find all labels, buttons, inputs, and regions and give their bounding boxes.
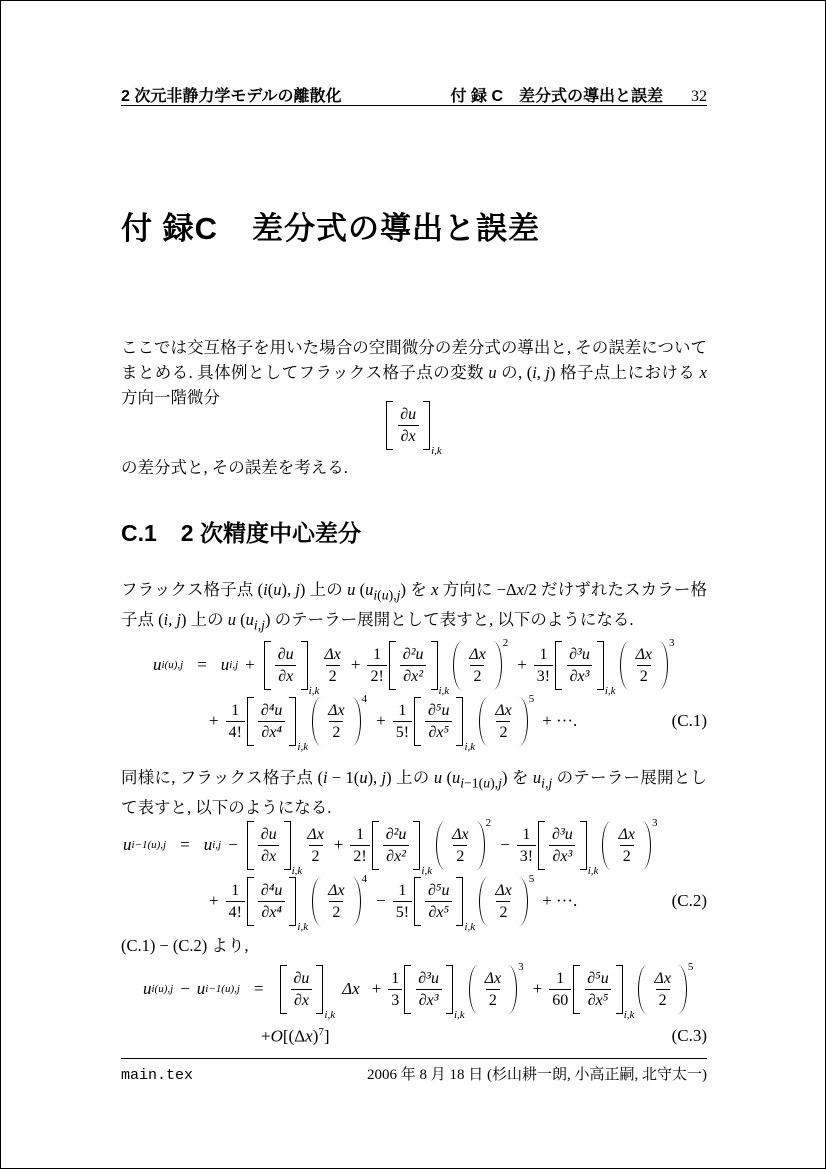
footer-filename: main.tex xyxy=(121,1067,194,1084)
math-exponent: 2 xyxy=(502,636,509,649)
paren-power xyxy=(312,872,368,926)
paren-power xyxy=(620,636,675,690)
equation-tag-c1: (C.1) xyxy=(671,711,707,730)
math-numerator: 1 xyxy=(391,969,400,987)
math-denominator: ∂x² xyxy=(400,665,426,687)
paren-power xyxy=(602,816,658,870)
math-denominator: 2 xyxy=(620,845,634,867)
math-subscript: i,k xyxy=(464,920,476,933)
paren-power xyxy=(436,816,492,870)
header-rule xyxy=(121,105,707,106)
left-paren xyxy=(312,697,321,746)
math-subscript: i,k xyxy=(297,740,309,753)
math-numerator: ∂⁴u xyxy=(260,701,283,719)
plus-sign: + xyxy=(245,655,255,674)
math-numerator: ∂³u xyxy=(552,825,573,843)
taylor-paragraph-1: フラックス格子点 (i(u), j) 上の u $(u_{i(u),j})$ を x 方向に −Δx/2 だけずれたスカラー格子点 (i, j) 上の u $(u_{i,j})$ のテーラー展開として表すと, 以下のようになる. xyxy=(121,580,707,633)
equation-tag-c2: (C.2) xyxy=(671,891,707,910)
math-denominator: 2 xyxy=(496,901,510,923)
math-denominator: ∂x⁴ xyxy=(258,901,285,923)
equals-sign: = xyxy=(197,655,207,674)
chapter-heading xyxy=(121,203,540,248)
math-subscript: i,k xyxy=(421,864,433,877)
section-title: 2 次精度中心差分 xyxy=(180,520,361,546)
math-fraction xyxy=(393,700,412,743)
math-numerator: Δx xyxy=(307,825,324,843)
math-denominator: 3! xyxy=(517,845,536,867)
ellipsis: + ···. xyxy=(542,891,578,910)
equation-c2 xyxy=(121,816,707,933)
paren-power xyxy=(469,960,524,1014)
equation-c1-line1 xyxy=(121,636,707,697)
math-exponent: 5 xyxy=(528,692,535,705)
math-denominator: ∂x⁵ xyxy=(425,721,452,743)
bracketed-derivative xyxy=(414,877,476,933)
equation-c1 xyxy=(121,636,707,753)
plus-sign: + xyxy=(517,655,527,674)
left-bracket xyxy=(555,641,562,690)
right-bracket xyxy=(597,641,604,690)
left-paren xyxy=(479,877,488,926)
header-running-title: 2 次元非静力学モデルの離散化 xyxy=(121,88,342,105)
ellipsis: + ···. xyxy=(542,711,578,730)
math-numerator: ∂u xyxy=(400,405,417,423)
math-denominator: 2 xyxy=(470,665,484,687)
math-denominator: 2 xyxy=(496,721,510,743)
math-numerator: Δx xyxy=(635,645,653,663)
right-paren xyxy=(352,697,361,746)
math-exponent: 3 xyxy=(518,960,524,973)
order-term: $+O[(\Delta x)^7]$ xyxy=(261,1025,330,1046)
math-subscript: i,k xyxy=(308,684,320,697)
section-heading xyxy=(121,515,361,548)
math-denominator: 4! xyxy=(226,721,245,743)
math-sub: i−1(u),j xyxy=(205,983,240,995)
math-denominator: 2 xyxy=(309,845,323,867)
right-bracket xyxy=(616,965,623,1014)
math-denominator: 2! xyxy=(367,665,386,687)
left-paren xyxy=(638,965,647,1014)
minus-sign: − xyxy=(500,835,510,854)
math-denominator: ∂x³ xyxy=(567,665,593,687)
math-numerator: 1 xyxy=(556,969,565,987)
math-numerator: ∂⁵u xyxy=(428,701,450,719)
math-numerator: 1 xyxy=(522,825,531,843)
section-number: C.1 xyxy=(121,520,157,546)
math-subscript: i,k xyxy=(324,1008,336,1021)
math-sub: i−1(u),j xyxy=(131,839,167,851)
right-paren xyxy=(519,877,528,926)
math-numerator: 1 xyxy=(356,825,365,843)
equation-c3-line1 xyxy=(121,960,707,1021)
right-bracket xyxy=(316,965,323,1014)
math-denominator: ∂x³ xyxy=(416,989,442,1011)
math-var: u xyxy=(123,835,132,854)
math-denominator: ∂x xyxy=(398,425,419,447)
bracketed-derivative xyxy=(414,697,476,753)
math-var: u xyxy=(220,655,230,674)
math-exponent: 4 xyxy=(361,692,368,705)
equation-c2-line1 xyxy=(121,816,707,877)
equation-tag-c3: (C.3) xyxy=(671,1026,707,1045)
math-subscript: i,k xyxy=(431,444,442,457)
math-fraction xyxy=(226,880,245,923)
right-paren xyxy=(678,965,687,1014)
math-denominator: 2 xyxy=(329,901,343,923)
right-bracket xyxy=(446,965,453,1014)
right-paren xyxy=(508,965,517,1014)
footer-rule xyxy=(121,1058,707,1059)
left-bracket xyxy=(573,965,580,1014)
equation-c3 xyxy=(121,961,707,1055)
math-numerator: 1 xyxy=(231,701,240,719)
math-fraction xyxy=(321,644,344,687)
math-denominator: ∂x⁵ xyxy=(585,989,612,1011)
left-bracket xyxy=(414,877,421,926)
math-subscript: i,k xyxy=(604,684,616,697)
math-numerator: ∂³u xyxy=(569,645,590,663)
left-paren xyxy=(312,877,321,926)
bracketed-derivative xyxy=(280,965,336,1021)
left-paren xyxy=(620,641,629,690)
paren-power xyxy=(638,960,694,1014)
bracketed-derivative xyxy=(389,641,450,697)
math-exponent: 5 xyxy=(528,872,535,885)
math-denominator: 2! xyxy=(350,845,369,867)
right-bracket xyxy=(413,821,420,870)
left-bracket xyxy=(247,697,254,746)
right-paren xyxy=(519,697,528,746)
taylor-paragraph-2: 同様に, フラックス格子点 (i − 1(u), j) 上の u $(u_{i-1(u),j})$ を $u_{i,j}$ のテーラー展開として表すと, 以下のようになる. xyxy=(121,768,707,818)
bracketed-derivative xyxy=(538,821,599,877)
math-subscript: i,k xyxy=(453,1008,465,1021)
math-denominator: 5! xyxy=(393,901,412,923)
math-numerator: Δx xyxy=(469,645,486,663)
left-paren xyxy=(453,641,462,690)
equation-c3-line2 xyxy=(121,1017,707,1055)
math-numerator: Δx xyxy=(618,825,635,843)
math-numerator: ∂³u xyxy=(418,969,439,987)
math-subscript: i,k xyxy=(297,920,309,933)
math-numerator: Δx xyxy=(452,825,469,843)
math-denominator: 2 xyxy=(453,845,467,867)
right-paren xyxy=(659,641,668,690)
math-exponent: 4 xyxy=(361,872,368,885)
math-denominator: 2 xyxy=(486,989,500,1011)
left-bracket xyxy=(247,877,254,926)
left-bracket xyxy=(414,697,421,746)
right-bracket xyxy=(431,641,438,690)
plus-sign: + xyxy=(350,655,361,674)
math-sub: i,j xyxy=(229,659,239,671)
math-denominator: ∂x xyxy=(275,665,296,687)
math-var: Δx xyxy=(342,979,360,998)
right-bracket xyxy=(301,641,308,690)
math-numerator: 1 xyxy=(539,645,548,663)
math-denominator: ∂x³ xyxy=(549,845,575,867)
math-numerator: Δx xyxy=(328,701,345,719)
display-derivative xyxy=(121,399,707,457)
right-bracket xyxy=(423,401,430,450)
math-numerator: 1 xyxy=(398,701,407,719)
left-bracket xyxy=(247,821,254,870)
equals-sign: = xyxy=(180,835,190,854)
math-subscript: i,k xyxy=(291,864,303,877)
math-sub: i(u),j xyxy=(161,659,184,671)
subtract-note: (C.1) − (C.2) より, xyxy=(121,936,249,955)
math-fraction xyxy=(534,644,553,687)
bracketed-derivative xyxy=(372,821,433,877)
math-numerator: ∂u xyxy=(260,825,277,843)
math-denominator: 2 xyxy=(637,665,651,687)
paren-power xyxy=(312,692,368,746)
minus-sign: − xyxy=(180,979,190,998)
right-paren xyxy=(493,641,502,690)
equation-c1-line2 xyxy=(121,692,707,753)
math-fraction xyxy=(517,824,536,867)
math-numerator: ∂u xyxy=(277,645,294,663)
left-bracket xyxy=(538,821,545,870)
math-fraction xyxy=(304,824,327,867)
math-numerator: Δx xyxy=(495,881,512,899)
math-denominator: 2 xyxy=(326,665,340,687)
math-denominator: ∂x² xyxy=(383,845,409,867)
math-numerator: Δx xyxy=(495,701,512,719)
chapter-label: 付 録C xyxy=(121,211,218,246)
plus-sign: + xyxy=(333,835,344,854)
math-denominator: ∂x xyxy=(291,989,312,1011)
math-subscript: i,k xyxy=(438,684,450,697)
bracketed-derivative xyxy=(247,877,309,933)
equation-c2-line2 xyxy=(121,872,707,933)
math-sub: i(u),j xyxy=(151,983,174,995)
bracketed-derivative xyxy=(264,641,320,697)
bracketed-derivative xyxy=(386,401,442,457)
math-numerator: ∂⁴u xyxy=(260,881,283,899)
left-paren xyxy=(602,821,611,870)
math-fraction xyxy=(350,824,369,867)
math-numerator: Δx xyxy=(328,881,345,899)
math-subscript: i,k xyxy=(587,864,599,877)
math-denominator: ∂x⁵ xyxy=(425,901,452,923)
left-bracket xyxy=(386,401,393,450)
math-numerator: ∂⁵u xyxy=(587,969,609,987)
intro-paragraph: ここでは交互格子を用いた場合の空間微分の差分式の導出と, その誤差についてまとめる. 具体例としてフラックス格子点の変数 u の, (i, j) 格子点上における x 方向一階微分 xyxy=(121,338,707,407)
math-denominator: 60 xyxy=(549,989,571,1011)
right-paren xyxy=(352,877,361,926)
math-var: u xyxy=(153,655,162,674)
left-bracket xyxy=(264,641,271,690)
math-numerator: Δx xyxy=(324,645,341,663)
bracketed-derivative xyxy=(247,697,309,753)
math-numerator: 1 xyxy=(373,645,382,663)
bracketed-derivative xyxy=(573,965,635,1021)
bracketed-derivative xyxy=(247,821,303,877)
math-fraction xyxy=(388,968,402,1011)
minus-sign: − xyxy=(376,891,386,910)
left-paren xyxy=(436,821,445,870)
paren-power xyxy=(453,636,509,690)
left-bracket xyxy=(389,641,396,690)
math-var: u xyxy=(196,979,206,998)
chapter-title: 差分式の導出と誤差 xyxy=(252,211,540,246)
page-footer xyxy=(121,1063,707,1084)
math-fraction xyxy=(549,968,571,1011)
math-var: u xyxy=(203,835,213,854)
left-bracket xyxy=(280,965,287,1014)
right-bracket xyxy=(456,877,463,926)
plus-sign: + xyxy=(209,711,219,730)
math-subscript: i,k xyxy=(623,1008,635,1021)
math-denominator: 3 xyxy=(388,989,402,1011)
math-fraction xyxy=(367,644,386,687)
math-denominator: 2 xyxy=(329,721,343,743)
math-exponent: 5 xyxy=(687,960,694,973)
math-subscript: i,k xyxy=(464,740,476,753)
math-numerator: 1 xyxy=(398,881,407,899)
math-numerator: Δx xyxy=(484,969,502,987)
math-numerator: 1 xyxy=(231,881,240,899)
math-denominator: 4! xyxy=(226,901,245,923)
minus-sign: − xyxy=(228,835,238,854)
math-numerator: ∂²u xyxy=(385,825,407,843)
right-bracket xyxy=(289,697,296,746)
right-bracket xyxy=(456,697,463,746)
right-paren xyxy=(642,821,651,870)
math-denominator: ∂x⁴ xyxy=(258,721,285,743)
plus-sign: + xyxy=(532,979,543,998)
page-header xyxy=(121,83,707,106)
plus-sign: + xyxy=(376,711,386,730)
math-denominator: 2 xyxy=(656,989,670,1011)
math-var: u xyxy=(143,979,152,998)
paren-power xyxy=(479,692,535,746)
math-exponent: 3 xyxy=(651,816,658,829)
header-chapter-mark: 付 録 C 差分式の導出と誤差 xyxy=(450,88,663,105)
math-numerator: Δx xyxy=(654,969,671,987)
math-denominator: ∂x xyxy=(258,845,279,867)
right-bracket xyxy=(289,877,296,926)
math-fraction xyxy=(393,880,412,923)
math-numerator: ∂⁵u xyxy=(428,881,450,899)
left-paren xyxy=(469,965,478,1014)
math-denominator: 3! xyxy=(534,665,553,687)
equals-sign: = xyxy=(253,979,264,998)
math-sub: i,j xyxy=(212,839,222,851)
footer-date-authors: 2006 年 8 月 18 日 (杉山耕一朗, 小高正嗣, 北守太一) xyxy=(367,1067,707,1083)
left-bracket xyxy=(404,965,411,1014)
left-paren xyxy=(479,697,488,746)
math-numerator: ∂u xyxy=(293,969,310,987)
right-bracket xyxy=(284,821,291,870)
math-denominator: 5! xyxy=(393,721,412,743)
intro-continuation: の差分式と, その誤差を考える. xyxy=(121,458,348,477)
paren-power xyxy=(479,872,535,926)
math-exponent: 2 xyxy=(485,816,492,829)
bracketed-derivative xyxy=(555,641,616,697)
plus-sign: + xyxy=(209,891,219,910)
right-paren xyxy=(476,821,485,870)
right-bracket xyxy=(580,821,587,870)
left-bracket xyxy=(372,821,379,870)
page-number: 32 xyxy=(691,88,707,105)
bracketed-derivative xyxy=(404,965,465,1021)
math-fraction xyxy=(226,700,245,743)
plus-sign: + xyxy=(371,979,382,998)
math-numerator: ∂²u xyxy=(402,645,424,663)
math-exponent: 3 xyxy=(669,636,675,649)
